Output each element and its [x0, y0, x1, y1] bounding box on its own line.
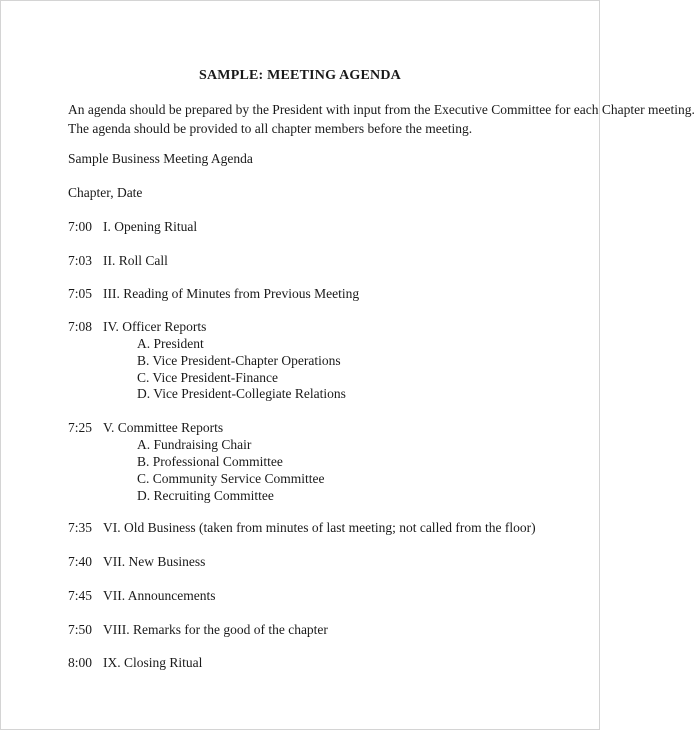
- agenda-subitem: C. Community Service Committee: [137, 471, 325, 486]
- agenda-time: 8:00: [68, 655, 93, 670]
- document-title: SAMPLE: MEETING AGENDA: [199, 68, 401, 83]
- agenda-subitem: A. Fundraising Chair: [137, 437, 252, 452]
- agenda-subitem: D. Recruiting Committee: [137, 488, 274, 503]
- chapter-date: Chapter, Date: [68, 185, 143, 200]
- agenda-text: VIII. Remarks for the good of the chapter: [103, 622, 328, 637]
- agenda-time: 7:25: [68, 420, 93, 435]
- agenda-text: III. Reading of Minutes from Previous Meeting: [103, 286, 360, 301]
- agenda-time: 7:05: [68, 286, 93, 301]
- agenda-text: VI. Old Business (taken from minutes of last meeting; not called from the floor): [103, 520, 536, 535]
- agenda-subitem: B. Professional Committee: [137, 454, 283, 469]
- intro-line: The agenda should be provided to all chapter members before the meeting.: [68, 121, 473, 136]
- agenda-time: 7:35: [68, 520, 93, 535]
- agenda-time: 7:45: [68, 588, 93, 603]
- agenda-time: 7:03: [68, 253, 93, 268]
- agenda-subitem: C. Vice President-Finance: [137, 370, 279, 385]
- agenda-subitem: B. Vice President-Chapter Operations: [137, 353, 341, 368]
- intro-paragraph: [68, 100, 695, 138]
- agenda-time: 7:50: [68, 622, 93, 637]
- agenda-time: 7:00: [68, 219, 93, 234]
- agenda-subitem: A. President: [137, 336, 204, 351]
- agenda-text: I. Opening Ritual: [103, 219, 198, 234]
- agenda-text: II. Roll Call: [103, 253, 168, 268]
- agenda-text: VII. New Business: [103, 554, 206, 569]
- agenda-text: V. Committee Reports: [103, 420, 224, 435]
- agenda-text: VII. Announcements: [103, 588, 216, 603]
- agenda-text: IX. Closing Ritual: [103, 655, 203, 670]
- agenda-subitem: D. Vice President-Collegiate Relations: [137, 386, 346, 401]
- agenda-text: IV. Officer Reports: [103, 319, 207, 334]
- intro-line: An agenda should be prepared by the President with input from the Executive Committee for each Chapter meeting.: [68, 102, 695, 117]
- agenda-subtitle: Sample Business Meeting Agenda: [68, 151, 253, 166]
- agenda-time: 7:08: [68, 319, 93, 334]
- agenda-time: 7:40: [68, 554, 93, 569]
